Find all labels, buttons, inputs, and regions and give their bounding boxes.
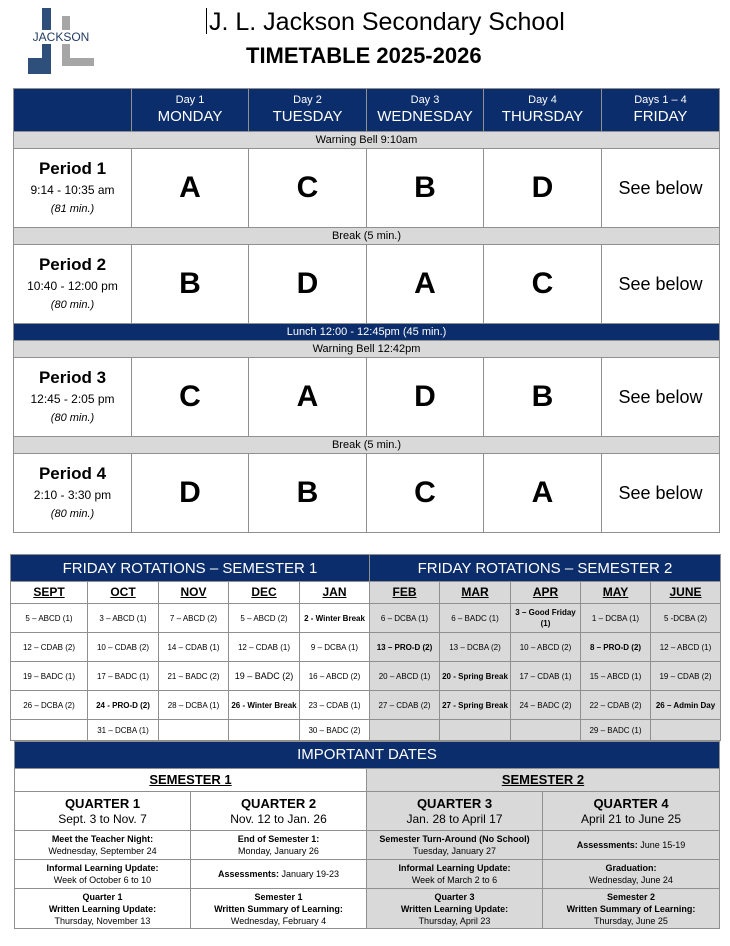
- date-row: [15, 889, 720, 929]
- rotation-cell: 2 - Winter Break: [300, 604, 370, 633]
- date-row: [15, 860, 720, 889]
- period-time: 12:45 - 2:05 pm: [30, 392, 115, 406]
- quarter-cell: [367, 792, 543, 831]
- block-cell: C: [484, 245, 602, 324]
- quarter-name: QUARTER 3: [416, 796, 493, 811]
- rotation-cell: 28 – DCBA (1): [159, 691, 229, 720]
- important-dates-table: [14, 741, 720, 929]
- event-name: Semester Turn-Around (No School): [379, 834, 530, 844]
- corner-cell: [14, 89, 132, 132]
- block-cell: D: [132, 454, 249, 533]
- event-date: Tuesday, January 27: [412, 846, 497, 856]
- event-date: Thursday, June 25: [594, 915, 668, 926]
- friday-rotations-table: [10, 554, 721, 741]
- rotation-cell: 12 – CDAB (1): [229, 633, 300, 662]
- event-name: Assessments:: [576, 840, 638, 850]
- period-name: Period 3: [38, 368, 107, 387]
- rotation-row: [11, 604, 721, 633]
- quarter-cell: [15, 792, 191, 831]
- day-header: [367, 89, 484, 132]
- event-date: Week of March 2 to 6: [411, 875, 498, 885]
- rotation-cell: [11, 720, 88, 741]
- event-subtitle: Written Learning Update:: [400, 903, 509, 914]
- event-date: June 15-19: [640, 840, 686, 850]
- block-cell: D: [249, 245, 367, 324]
- rotation-cell: 26 – DCBA (2): [11, 691, 88, 720]
- month-header: MAR: [440, 582, 511, 604]
- rotation-cell: 31 – DCBA (1): [88, 720, 159, 741]
- event-subtitle: Written Learning Update:: [48, 903, 157, 914]
- period-minutes: (80 min.): [50, 299, 95, 311]
- lunch: Lunch 12:00 - 12:45pm (45 min.): [14, 324, 720, 341]
- rotation-cell: 16 – ABCD (2): [300, 662, 370, 691]
- rotation-cell: 22 – CDAB (2): [581, 691, 651, 720]
- event-name: Meet the Teacher Night:: [51, 834, 154, 844]
- rotation-cell: 12 – ABCD (1): [651, 633, 721, 662]
- quarter-dates: Sept. 3 to Nov. 7: [58, 812, 147, 826]
- period-label: [14, 358, 132, 437]
- block-cell: A: [132, 149, 249, 228]
- rotation-cell: 6 – DCBA (1): [370, 604, 440, 633]
- day-name: MONDAY: [157, 107, 223, 125]
- event-date: Wednesday, February 4: [230, 915, 327, 926]
- date-cell: [367, 860, 543, 889]
- rotation-cell: 12 – CDAB (2): [11, 633, 88, 662]
- break-row: [14, 437, 720, 454]
- event-name: Assessments:: [217, 869, 279, 879]
- rotation-cell: 24 - PRO-D (2): [88, 691, 159, 720]
- rotation-row: [11, 720, 721, 741]
- see-below-cell: See below: [602, 358, 720, 437]
- semester-2-header: SEMESTER 2: [367, 769, 720, 792]
- month-header: NOV: [159, 582, 229, 604]
- month-header: MAY: [581, 582, 651, 604]
- period-label: [14, 454, 132, 533]
- event-name: Informal Learning Update:: [398, 863, 511, 873]
- date-cell: [367, 889, 543, 929]
- rotation-cell: [440, 720, 511, 741]
- text-cursor: [206, 8, 207, 34]
- rotation-cell: 5 – ABCD (2): [229, 604, 300, 633]
- rotation-cell: 24 – BADC (2): [511, 691, 581, 720]
- break-1: Break (5 min.): [14, 228, 720, 245]
- event-date: Monday, January 26: [238, 846, 319, 856]
- day-header: [602, 89, 720, 132]
- warning-bell-1: Warning Bell 9:10am: [14, 132, 720, 149]
- block-cell: A: [367, 245, 484, 324]
- school-name: [206, 8, 565, 37]
- rotation-cell: 19 – CDAB (2): [651, 662, 721, 691]
- event-date: Wednesday, September 24: [48, 846, 157, 856]
- semester-row: [15, 769, 720, 792]
- rotation-cell: 3 – Good Friday (1): [511, 604, 581, 633]
- important-dates-title: IMPORTANT DATES: [15, 742, 720, 769]
- block-cell: C: [132, 358, 249, 437]
- rotation-cell: 17 – BADC (1): [88, 662, 159, 691]
- date-cell: [543, 831, 720, 860]
- day-header: [249, 89, 367, 132]
- rotation-cell: 26 – Admin Day: [651, 691, 721, 720]
- rotation-cell: 27 - Spring Break: [440, 691, 511, 720]
- rotation-cell: 29 – BADC (1): [581, 720, 651, 741]
- date-cell: [15, 860, 191, 889]
- event-name: Semester 1: [254, 891, 303, 902]
- warning-bell-row: [14, 132, 720, 149]
- break-row: [14, 228, 720, 245]
- period-time: 9:14 - 10:35 am: [30, 183, 115, 197]
- rotation-cell: 17 – CDAB (1): [511, 662, 581, 691]
- block-cell: B: [484, 358, 602, 437]
- month-header: FEB: [370, 582, 440, 604]
- month-header: DEC: [229, 582, 300, 604]
- rotation-row: [11, 662, 721, 691]
- rotation-cell: 13 – DCBA (2): [440, 633, 511, 662]
- date-cell: [191, 860, 367, 889]
- rotation-cell: 9 – DCBA (1): [300, 633, 370, 662]
- period-time: 2:10 - 3:30 pm: [33, 488, 112, 502]
- block-cell: B: [367, 149, 484, 228]
- period-label: [14, 245, 132, 324]
- quarter-name: QUARTER 1: [64, 796, 141, 811]
- rotation-cell: 27 – CDAB (2): [370, 691, 440, 720]
- month-header: SEPT: [11, 582, 88, 604]
- rotation-cell: [159, 720, 229, 741]
- timetable-title: TIMETABLE 2025-2026: [246, 43, 482, 68]
- event-name: End of Semester 1:: [237, 834, 320, 844]
- rotation-cell: 21 – BADC (2): [159, 662, 229, 691]
- period-row: [14, 454, 720, 533]
- event-name: Quarter 1: [82, 891, 123, 902]
- period-time: 10:40 - 12:00 pm: [27, 279, 118, 293]
- rotation-cell: 13 – PRO-D (2): [370, 633, 440, 662]
- rotation-cell: [511, 720, 581, 741]
- date-cell: [367, 831, 543, 860]
- date-cell: [15, 889, 191, 929]
- rotation-cell: 20 - Spring Break: [440, 662, 511, 691]
- period-row: [14, 358, 720, 437]
- warning-bell-row: [14, 341, 720, 358]
- date-cell: [15, 831, 191, 860]
- rotation-cell: 19 – BADC (2): [229, 662, 300, 691]
- block-cell: C: [367, 454, 484, 533]
- quarter-name: QUARTER 2: [240, 796, 317, 811]
- day-header: [132, 89, 249, 132]
- period-row: [14, 149, 720, 228]
- rotation-cell: 15 – ABCD (1): [581, 662, 651, 691]
- rotations-header-row: [11, 555, 721, 582]
- event-name: Informal Learning Update:: [46, 863, 159, 873]
- rotation-cell: 26 - Winter Break: [229, 691, 300, 720]
- month-header: APR: [511, 582, 581, 604]
- rotation-cell: [651, 720, 721, 741]
- rotation-cell: 20 – ABCD (1): [370, 662, 440, 691]
- day-number: Day 1: [175, 93, 205, 106]
- school-logo: [24, 8, 98, 76]
- block-cell: A: [249, 358, 367, 437]
- block-cell: D: [484, 149, 602, 228]
- date-cell: [543, 860, 720, 889]
- rotation-cell: 5 -DCBA (2): [651, 604, 721, 633]
- period-minutes: (81 min.): [50, 203, 95, 215]
- event-name: Quarter 3: [434, 891, 475, 902]
- date-cell: [191, 831, 367, 860]
- period-minutes: (80 min.): [50, 508, 95, 520]
- rotation-row: [11, 691, 721, 720]
- rotation-cell: [370, 720, 440, 741]
- event-subtitle: Written Summary of Learning:: [214, 903, 343, 914]
- rotation-cell: [229, 720, 300, 741]
- month-header: OCT: [88, 582, 159, 604]
- month-header: JAN: [300, 582, 370, 604]
- month-row: [11, 582, 721, 604]
- quarter-dates: Nov. 12 to Jan. 26: [230, 812, 327, 826]
- warning-bell-2: Warning Bell 12:42pm: [14, 341, 720, 358]
- date-cell: [543, 889, 720, 929]
- quarter-cell: [191, 792, 367, 831]
- rotation-row: [11, 633, 721, 662]
- block-cell: C: [249, 149, 367, 228]
- block-cell: B: [249, 454, 367, 533]
- day-number: Day 4: [528, 93, 557, 106]
- see-below-cell: See below: [602, 454, 720, 533]
- day-header-row: [14, 89, 720, 132]
- day-number: Day 3: [410, 93, 440, 106]
- rotation-cell: 30 – BADC (2): [300, 720, 370, 741]
- period-minutes: (80 min.): [50, 412, 95, 424]
- event-date: January 19-23: [281, 869, 340, 879]
- rotation-cell: 8 – PRO-D (2): [581, 633, 651, 662]
- rotation-cell: 5 – ABCD (1): [11, 604, 88, 633]
- period-name: Period 2: [38, 255, 107, 274]
- event-date: Wednesday, June 24: [589, 875, 673, 885]
- semester1-rotations-title: FRIDAY ROTATIONS – SEMESTER 1: [11, 555, 370, 582]
- day-name: TUESDAY: [272, 107, 343, 125]
- event-date: Thursday, April 23: [418, 915, 491, 926]
- rotation-cell: 10 – CDAB (2): [88, 633, 159, 662]
- logo-text: JACKSON: [32, 30, 90, 44]
- important-dates-header-row: [15, 742, 720, 769]
- rotation-cell: 3 – ABCD (1): [88, 604, 159, 633]
- event-name: Semester 2: [606, 891, 656, 902]
- period-name: Period 4: [38, 464, 107, 483]
- block-cell: B: [132, 245, 249, 324]
- event-name: Graduation:: [605, 863, 657, 873]
- event-date: Thursday, November 13: [54, 915, 151, 926]
- school-name-text: J. L. Jackson Secondary School: [209, 8, 565, 36]
- quarter-cell: [543, 792, 720, 831]
- day-name: FRIDAY: [633, 107, 688, 125]
- quarter-row: [15, 792, 720, 831]
- block-cell: D: [367, 358, 484, 437]
- day-name: THURSDAY: [501, 107, 584, 125]
- date-row: [15, 831, 720, 860]
- period-name: Period 1: [38, 159, 107, 178]
- day-name: WEDNESDAY: [377, 107, 473, 125]
- semester-1-header: SEMESTER 1: [15, 769, 367, 792]
- rotation-cell: 6 – BADC (1): [440, 604, 511, 633]
- semester2-rotations-title: FRIDAY ROTATIONS – SEMESTER 2: [370, 555, 721, 582]
- rotation-cell: 19 – BADC (1): [11, 662, 88, 691]
- rotation-cell: 10 – ABCD (2): [511, 633, 581, 662]
- rotation-cell: 7 – ABCD (2): [159, 604, 229, 633]
- period-row: [14, 245, 720, 324]
- timetable: [13, 88, 720, 533]
- break-2: Break (5 min.): [14, 437, 720, 454]
- day-number: Days 1 – 4: [634, 93, 687, 106]
- rotation-cell: 1 – DCBA (1): [581, 604, 651, 633]
- block-cell: A: [484, 454, 602, 533]
- day-number: Day 2: [293, 93, 322, 106]
- quarter-name: QUARTER 4: [593, 796, 669, 811]
- event-date: Week of October 6 to 10: [53, 875, 152, 885]
- see-below-cell: See below: [602, 245, 720, 324]
- event-subtitle: Written Summary of Learning:: [566, 903, 696, 914]
- day-header: [484, 89, 602, 132]
- month-header: JUNE: [651, 582, 721, 604]
- quarter-dates: Jan. 28 to April 17: [406, 812, 503, 826]
- quarter-dates: April 21 to June 25: [580, 812, 682, 826]
- see-below-cell: See below: [602, 149, 720, 228]
- period-label: [14, 149, 132, 228]
- lunch-row: [14, 324, 720, 341]
- rotation-cell: 14 – CDAB (1): [159, 633, 229, 662]
- date-cell: [191, 889, 367, 929]
- rotation-cell: 23 – CDAB (1): [300, 691, 370, 720]
